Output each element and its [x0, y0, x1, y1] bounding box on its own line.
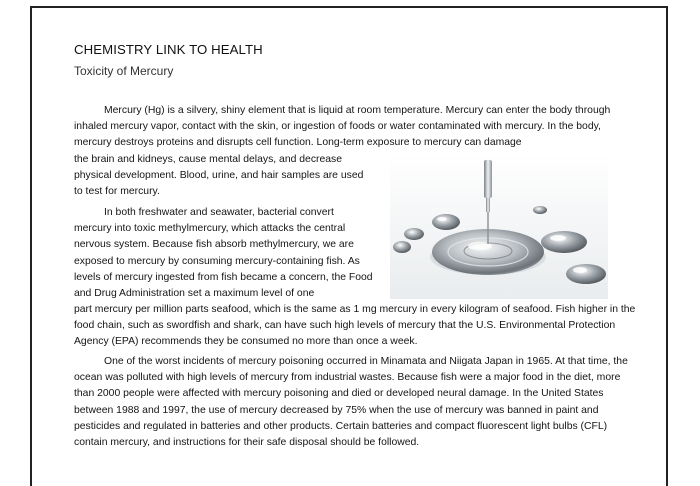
paragraph-1-text: Mercury (Hg) is a silvery, shiny element that is liquid at room temperature. Mercury can enter the body through inhaled mercury vapor, contact with the skin, or ingestion of foods or water contaminated with mercury. In the body, mercury destroys proteins and disrupts cell function. Long-term exposure to mercury can damage — [74, 105, 611, 149]
paragraph-2-full: part mercury per million parts seafood, which is the same as 1 mg mercury in every kilogram of seafood. Fish higher in the food chain, such as swordfish and shark, can have such high levels of mercury that the U.S. Environmental Protection Agency (EPA) recommends they be consumed no more than once a week. — [74, 304, 636, 348]
paragraph-1-full — [74, 103, 639, 152]
section-heading: CHEMISTRY LINK TO HEALTH — [74, 42, 263, 57]
section-subheading: Toxicity of Mercury — [74, 64, 174, 78]
paragraph-3-text: One of the worst incidents of mercury poisoning occurred in Minamata and Niigata Japan in 1965. At that time, the ocean was polluted with high levels of mercury from industrial wastes. Because fish were a major food in the diet, more than 2000 people were affected with mercury poisoning and died or developed neural damage. In the United States between 1988 and 1997, the use of mercury decreased by 75% when the use of mercury was banned in paint and pesticides and regulated in batteries and other products. Certain batteries and compact fluorescent light bulbs (CFL) contain mercury, and instructions for their safe disposal should be followed. — [74, 356, 628, 449]
paragraph-2-text: In both freshwater and seawater, bacterial convert mercury into toxic methylmercury, which attacks the central nervous system. Because fish absorb methylmercury, we are exposed to mercury by consuming mercury-containing fish. As levels of mercury ingested from fish became a concern, the Food and Drug Administration set a maximum level of one — [74, 207, 373, 300]
document-page — [30, 6, 668, 486]
paragraph-2-wrap — [74, 205, 374, 302]
paragraph-1-wrap: the brain and kidneys, cause mental delays, and decrease physical development. Blood, urine, and hair samples are used to test for mercury. — [74, 154, 364, 198]
paragraph-3 — [74, 354, 639, 451]
mercury-droplets-image — [390, 154, 608, 299]
